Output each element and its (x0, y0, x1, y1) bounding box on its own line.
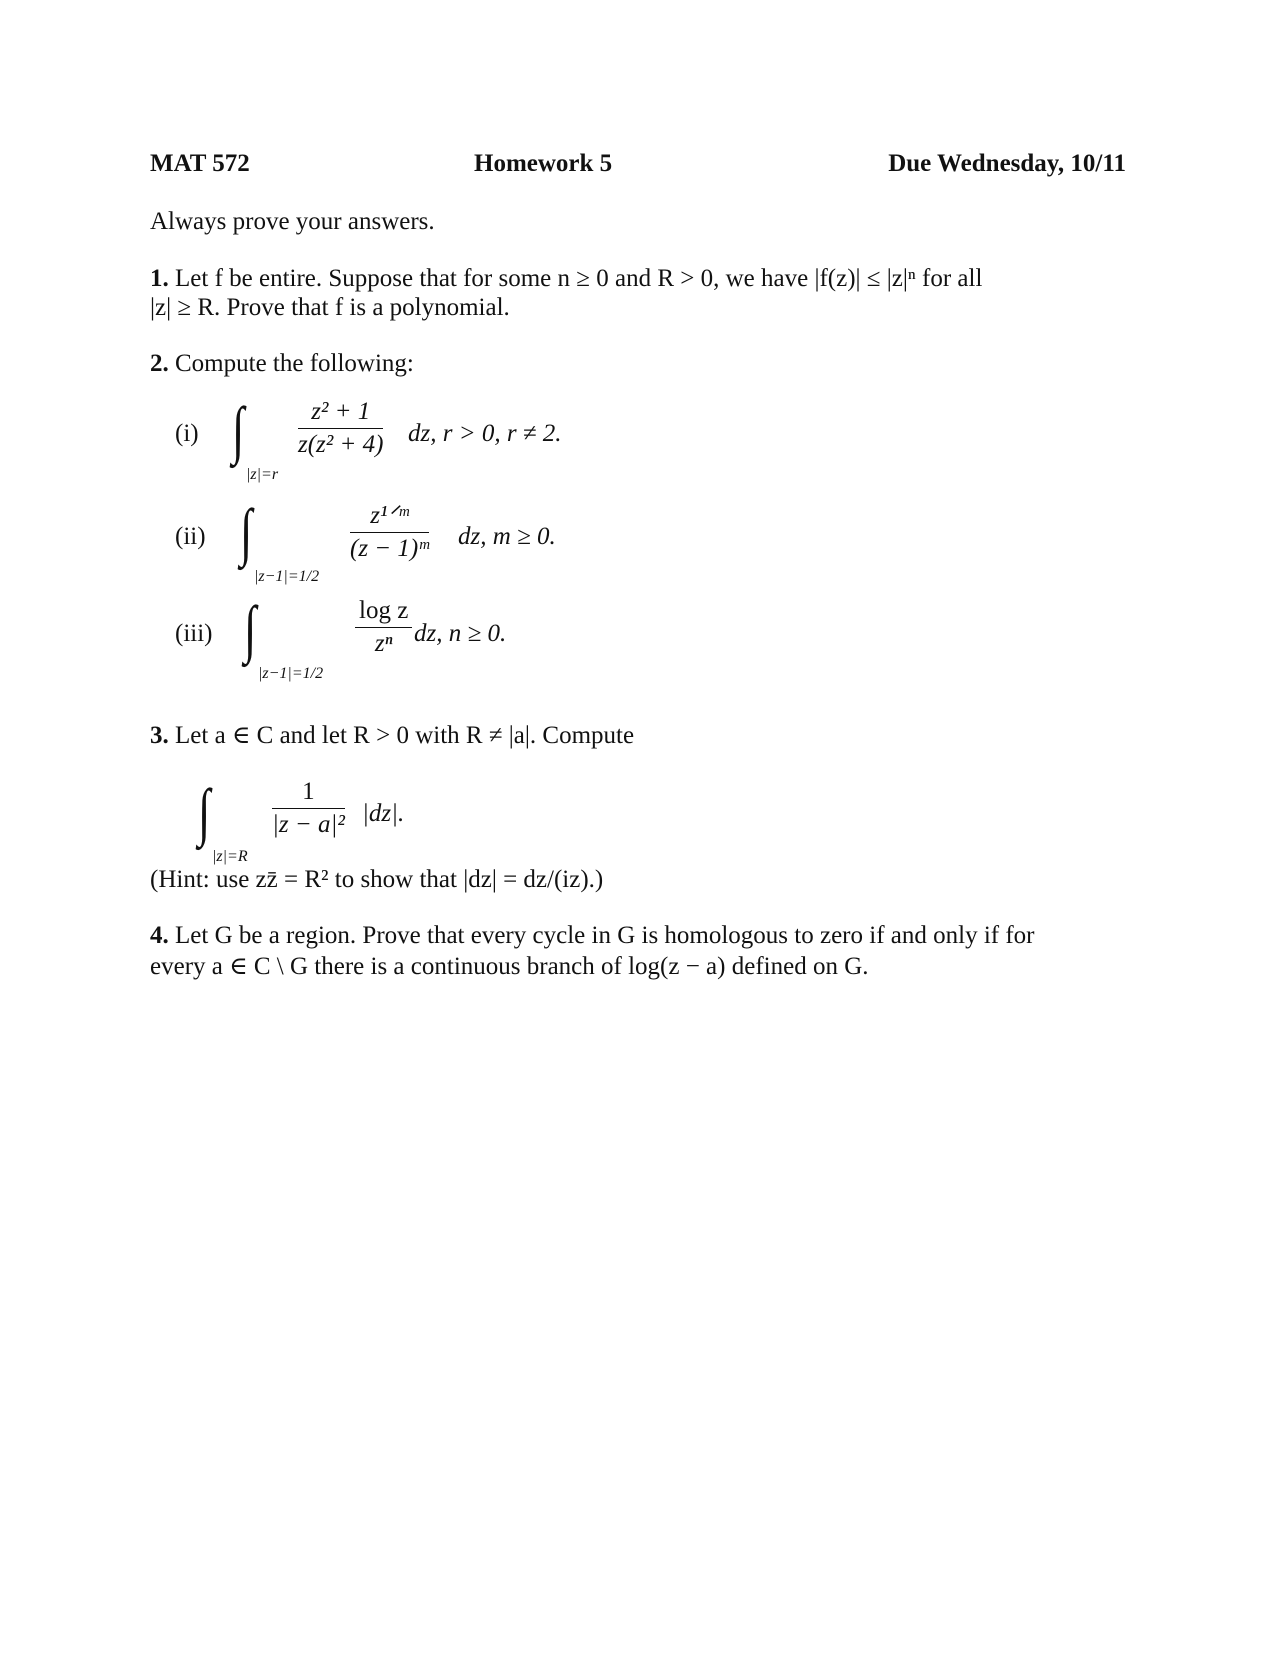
part-i-label: (i) (175, 420, 199, 447)
problem-4-line2: every a ∈ C \ G there is a continuous branch of log(z − a) defined on G. (150, 953, 869, 980)
problem-3-after: |dz|. (362, 800, 405, 827)
problem-3-denominator: |z − a|² (272, 811, 345, 838)
part-i-fraction (298, 398, 383, 459)
problem-1 (150, 265, 982, 293)
integral-sign: ∫ (198, 776, 211, 847)
problem-2-number: 2. (150, 350, 169, 377)
part-iii-denominator: zⁿ (374, 630, 393, 657)
part-iii-domain: |z−1|=1/2 (258, 665, 324, 682)
part-iii-numerator: log z (355, 597, 412, 628)
integral-sign: ∫ (232, 394, 245, 465)
part-ii-domain: |z−1|=1/2 (254, 568, 320, 585)
part-iii-after: dz, n ≥ 0. (414, 620, 507, 647)
part-i-after: dz, r > 0, r ≠ 2. (408, 420, 562, 447)
problem-2 (150, 350, 414, 378)
part-i-numerator: z² + 1 (298, 398, 383, 429)
part-ii-denominator: (z − 1)ᵐ (350, 535, 429, 562)
part-i-denominator: z(z² + 4) (298, 431, 384, 458)
problem-4 (150, 922, 1035, 950)
part-i-domain: |z|=r (246, 466, 279, 483)
problem-3-hint: (Hint: use zz̄ = R² to show that |dz| = dz/(iz).) (150, 866, 604, 893)
problem-1-line2: |z| ≥ R. Prove that f is a polynomial. (150, 294, 510, 321)
problem-3-fraction (272, 778, 345, 839)
integral-sign: ∫ (244, 593, 257, 664)
problem-3-numerator: 1 (272, 778, 345, 809)
problem-4-line1: Let G be a region. Prove that every cycle in G is homologous to zero if and only if for (175, 922, 1035, 949)
problem-4-number: 4. (150, 922, 169, 949)
part-ii-label: (ii) (175, 523, 206, 550)
instructions: Always prove your answers. (150, 208, 435, 235)
part-ii-after: dz, m ≥ 0. (458, 523, 556, 550)
problem-2-text: Compute the following: (175, 350, 414, 377)
problem-3 (150, 720, 634, 750)
part-ii-fraction (350, 500, 429, 563)
part-ii-numerator: z¹ᐟᵐ (350, 500, 429, 533)
part-iii-fraction (355, 597, 412, 658)
problem-3-number: 3. (150, 722, 169, 749)
problem-1-line1: Let f be entire. Suppose that for some n ≥ 0 and R > 0, we have |f(z)| ≤ |z|ⁿ for all (175, 265, 983, 292)
course-code: MAT 572 (150, 150, 250, 177)
problem-3-text: Let a ∈ C and let R > 0 with R ≠ |a|. Compute (175, 722, 635, 749)
problem-3-domain: |z|=R (212, 848, 248, 865)
homework-title: Homework 5 (474, 150, 613, 177)
part-iii-label: (iii) (175, 620, 213, 647)
integral-sign: ∫ (240, 496, 253, 567)
problem-1-number: 1. (150, 265, 169, 292)
due-date: Due Wednesday, 10/11 (888, 150, 1126, 177)
